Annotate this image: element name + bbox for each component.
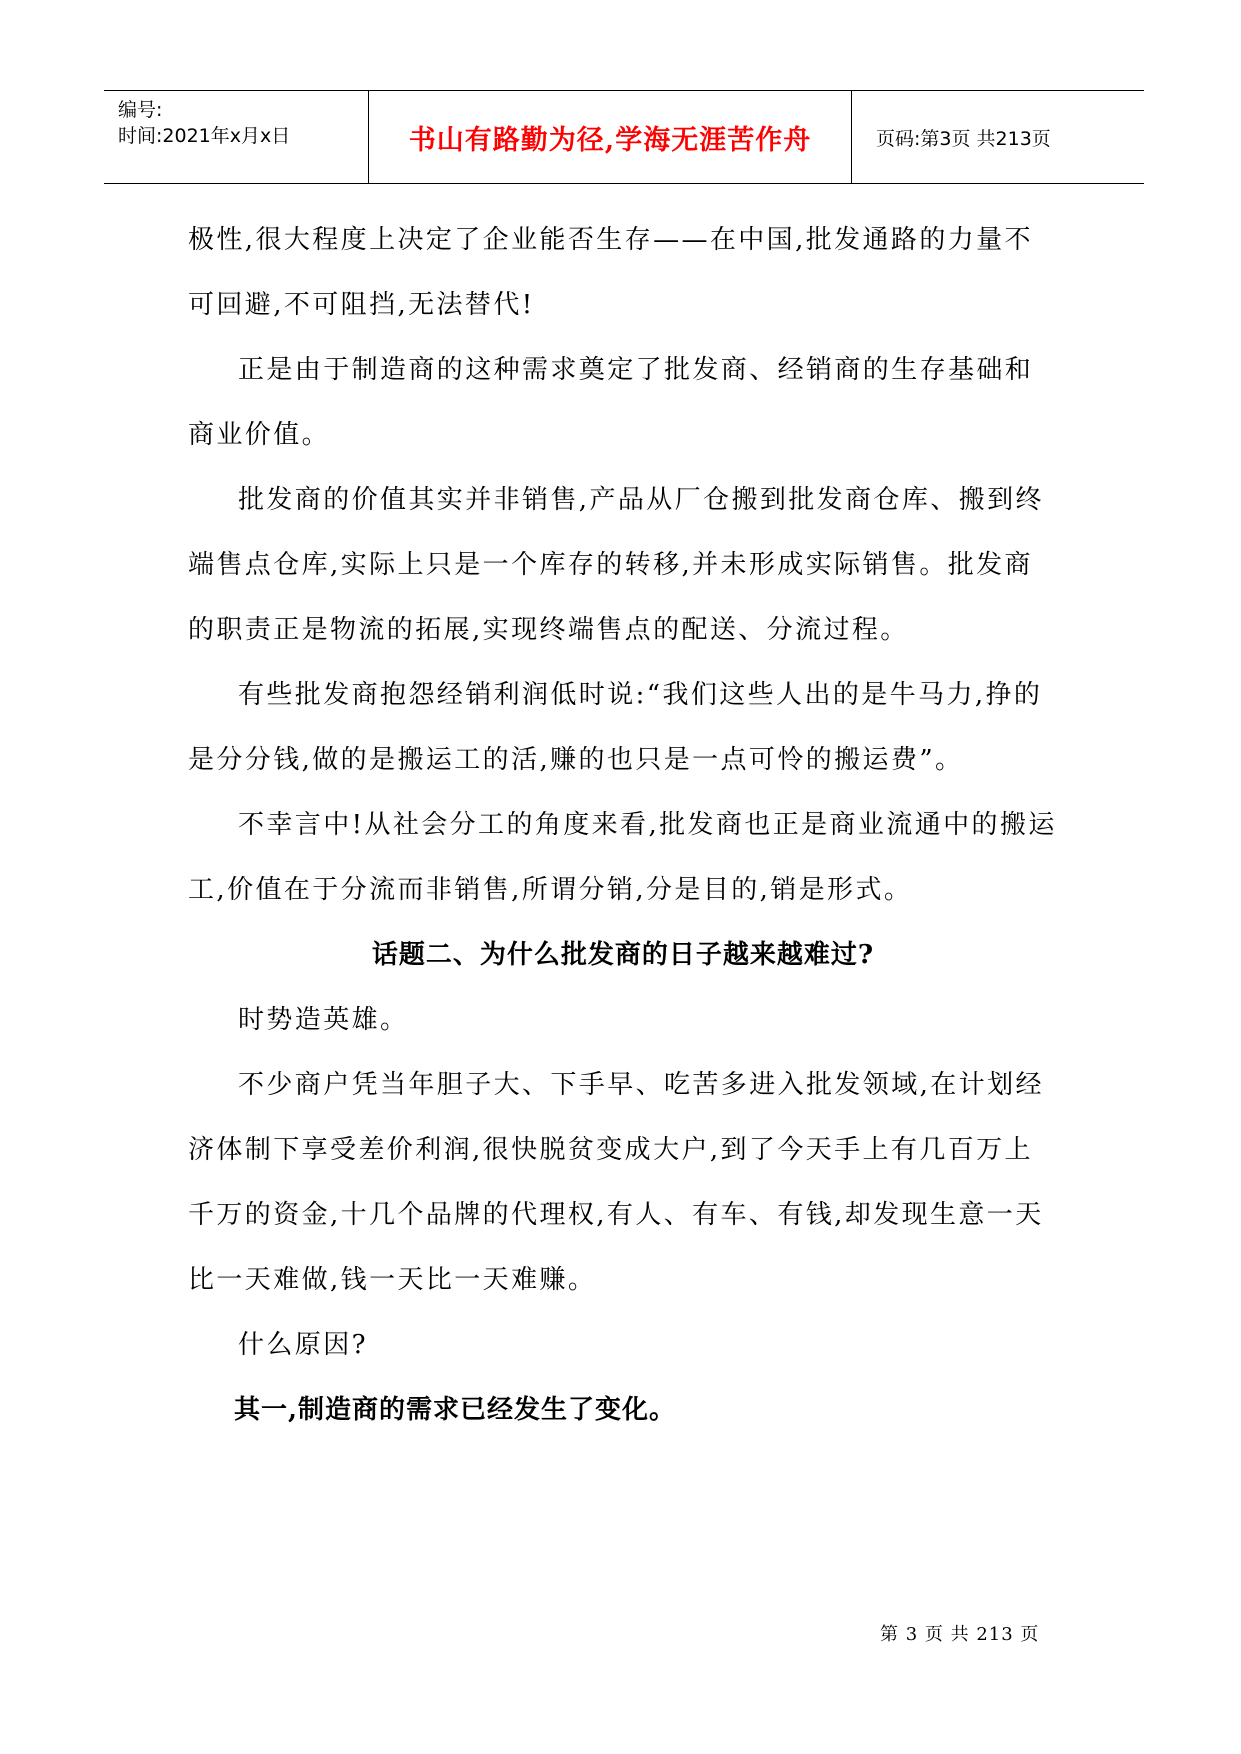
header-page-cell xyxy=(852,91,1144,183)
paragraph: 批发商的价值其实并非销售,产品从厂仓搬到批发商仓库、搬到终端售点仓库,实际上只是一个库存的转移,并未形成实际销售。批发商的职责正是物流的拓展,实现终端售点的配送、分流过程。 xyxy=(188,485,1044,645)
section-heading: 话题二、为什么批发商的日子越来越难过? xyxy=(371,940,875,970)
paragraph: 不幸言中!从社会分工的角度来看,批发商也正是商业流通中的搬运工,价值在于分流而非销售,所谓分销,分是目的,销是形式。 xyxy=(188,810,1057,905)
paragraph: 极性,很大程度上决定了企业能否生存——在中国,批发通路的力量不可回避,不可阻挡,无法替代! xyxy=(188,225,1033,320)
paragraph: 时势造英雄。 xyxy=(238,1005,409,1035)
header-motto: 书山有路勤为径,学海无涯苦作舟 xyxy=(408,124,812,156)
document-body xyxy=(188,208,1058,1443)
header-page-info: 页码:第3页 共213页 xyxy=(876,127,1051,150)
paragraph: 什么原因? xyxy=(238,1330,368,1360)
header-meta xyxy=(104,91,367,183)
paragraph: 有些批发商抱怨经销利润低时说:“我们这些人出的是牛马力,挣的是分分钱,做的是搬运工的活,赚的也只是一点可怜的搬运费”。 xyxy=(188,680,1043,775)
page-footer: 第 3 页 共 213 页 xyxy=(880,1624,1040,1645)
paragraph: 不少商户凭当年胆子大、下手早、吃苦多进入批发领域,在计划经济体制下享受差价利润,很快脱贫变成大户,到了今天手上有几百万上千万的资金,十几个品牌的代理权,有人、有车、有钱,却发现生意一天比一天难做,钱一天比一天难赚。 xyxy=(188,1070,1044,1295)
sub-heading: 其一,制造商的需求已经发生了变化。 xyxy=(234,1395,677,1425)
page-header xyxy=(104,90,1144,184)
number-label: 编号: xyxy=(118,99,163,121)
time-label: 时间:2021年x月x日 xyxy=(118,125,291,147)
header-motto-cell xyxy=(368,91,852,183)
paragraph: 正是由于制造商的这种需求奠定了批发商、经销商的生存基础和商业价值。 xyxy=(188,355,1034,450)
